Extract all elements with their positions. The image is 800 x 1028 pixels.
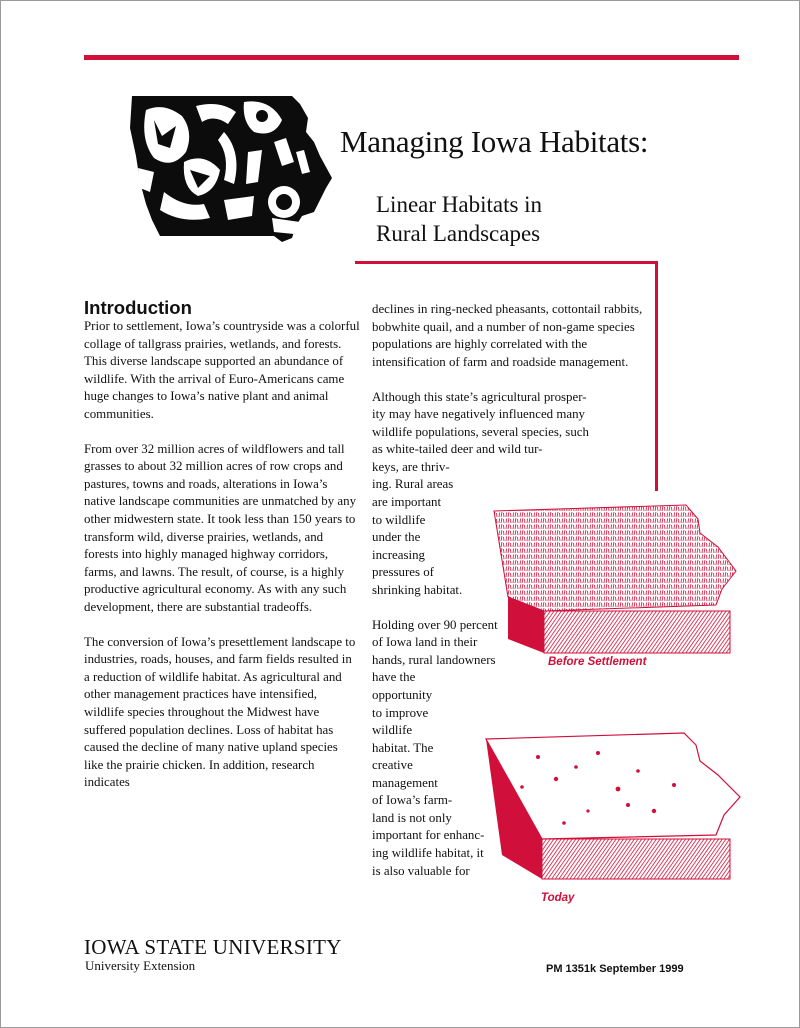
col2-paragraph-1: declines in ring-necked pheasants, cottontail rabbits, bobwhite quail, and a number of non-game species populations are highly correlated with the intensification of farm and roadside management. (372, 302, 643, 369)
text-line: management (372, 775, 438, 790)
before-settlement-caption: Before Settlement (548, 656, 647, 668)
intro-paragraph-2: From over 32 million acres of wildflowers and tall grasses to about 32 million acres of row crops and pastures, towns and roads, alterations in Iowa’s native landscape communities are unmatched by any other midwestern state. It took less than 150 years to transform wild, diverse prairies, wetlands, and forests into highly managed highway corridors, farms, and lawns. The result, of course, is a highly productive agricultural economy. As with any such development, there are substantial tradeoffs. (84, 441, 357, 614)
intro-paragraph-3: The conversion of Iowa’s presettlement landscape to industries, roads, houses, and farm fields resulted in a reduction of wildlife habitat. As agricultural and other management practices have intensified, wildlife species throughout the Midwest have suffered population declines. Loss of habitat has caused the decline of many native upland species like the prairie chicken. In addition, research indicates (84, 634, 356, 790)
text-line: of Iowa’s farm- (372, 793, 453, 808)
before-settlement-map (486, 493, 742, 663)
text-line: habitat. The (372, 740, 434, 755)
text-line: Holding over 90 percent (372, 617, 498, 632)
text-line: Although this state’s agricultural prosper- (372, 389, 587, 404)
text-line: have the (372, 670, 416, 685)
document-title: Managing Iowa Habitats: (340, 124, 649, 159)
subtitle-line-2: Rural Landscapes (376, 221, 541, 246)
text-line: to wildlife (372, 512, 426, 527)
university-name: IOWA STATE UNIVERSITY (84, 935, 342, 959)
left-text-column (84, 318, 360, 809)
publication-info: PM 1351k September 1999 (546, 963, 684, 975)
text-line: under the (372, 530, 421, 545)
text-line: as white-tailed deer and wild tur- (372, 442, 543, 457)
text-line: ing. Rural areas (372, 477, 454, 492)
text-line: hands, rural landowners (372, 652, 496, 667)
text-line: ity may have negatively influenced many (372, 407, 585, 422)
intro-heading: Introduction (84, 297, 192, 318)
text-line: ing wildlife habitat, it (372, 845, 484, 860)
text-line: opportunity (372, 688, 433, 703)
text-line: keys, are thriv- (372, 459, 450, 474)
text-line: creative (372, 758, 413, 773)
text-line: increasing (372, 547, 425, 562)
text-line: pressures of (372, 565, 434, 580)
today-map (478, 727, 744, 895)
text-line: are important (372, 495, 442, 510)
text-line: of Iowa land in their (372, 635, 478, 650)
text-line: important for enhanc- (372, 828, 485, 843)
text-line: wildlife populations, several species, such (372, 424, 589, 439)
vertical-rule (655, 261, 658, 491)
document-subtitle (376, 190, 542, 248)
text-line: shrinking habitat. (372, 582, 463, 597)
iowa-wildlife-logo (124, 92, 336, 250)
text-line: land is not only (372, 810, 452, 825)
text-line: wildlife (372, 723, 413, 738)
today-caption: Today (541, 892, 575, 904)
title-underline-rule (355, 261, 658, 264)
intro-paragraph-1: Prior to settlement, Iowa’s countryside was a colorful collage of tallgrass prairies, wetlands, and forests. This diverse landscape supported an abundance of wildlife. With the arrival of Euro-Americans came huge changes to Iowa’s native plant and animal communities. (84, 319, 360, 421)
text-line: is also valuable for (372, 863, 470, 878)
extension-label: University Extension (85, 958, 196, 973)
text-line: to improve (372, 705, 429, 720)
top-rule (84, 55, 739, 60)
subtitle-line-1: Linear Habitats in (376, 192, 543, 217)
